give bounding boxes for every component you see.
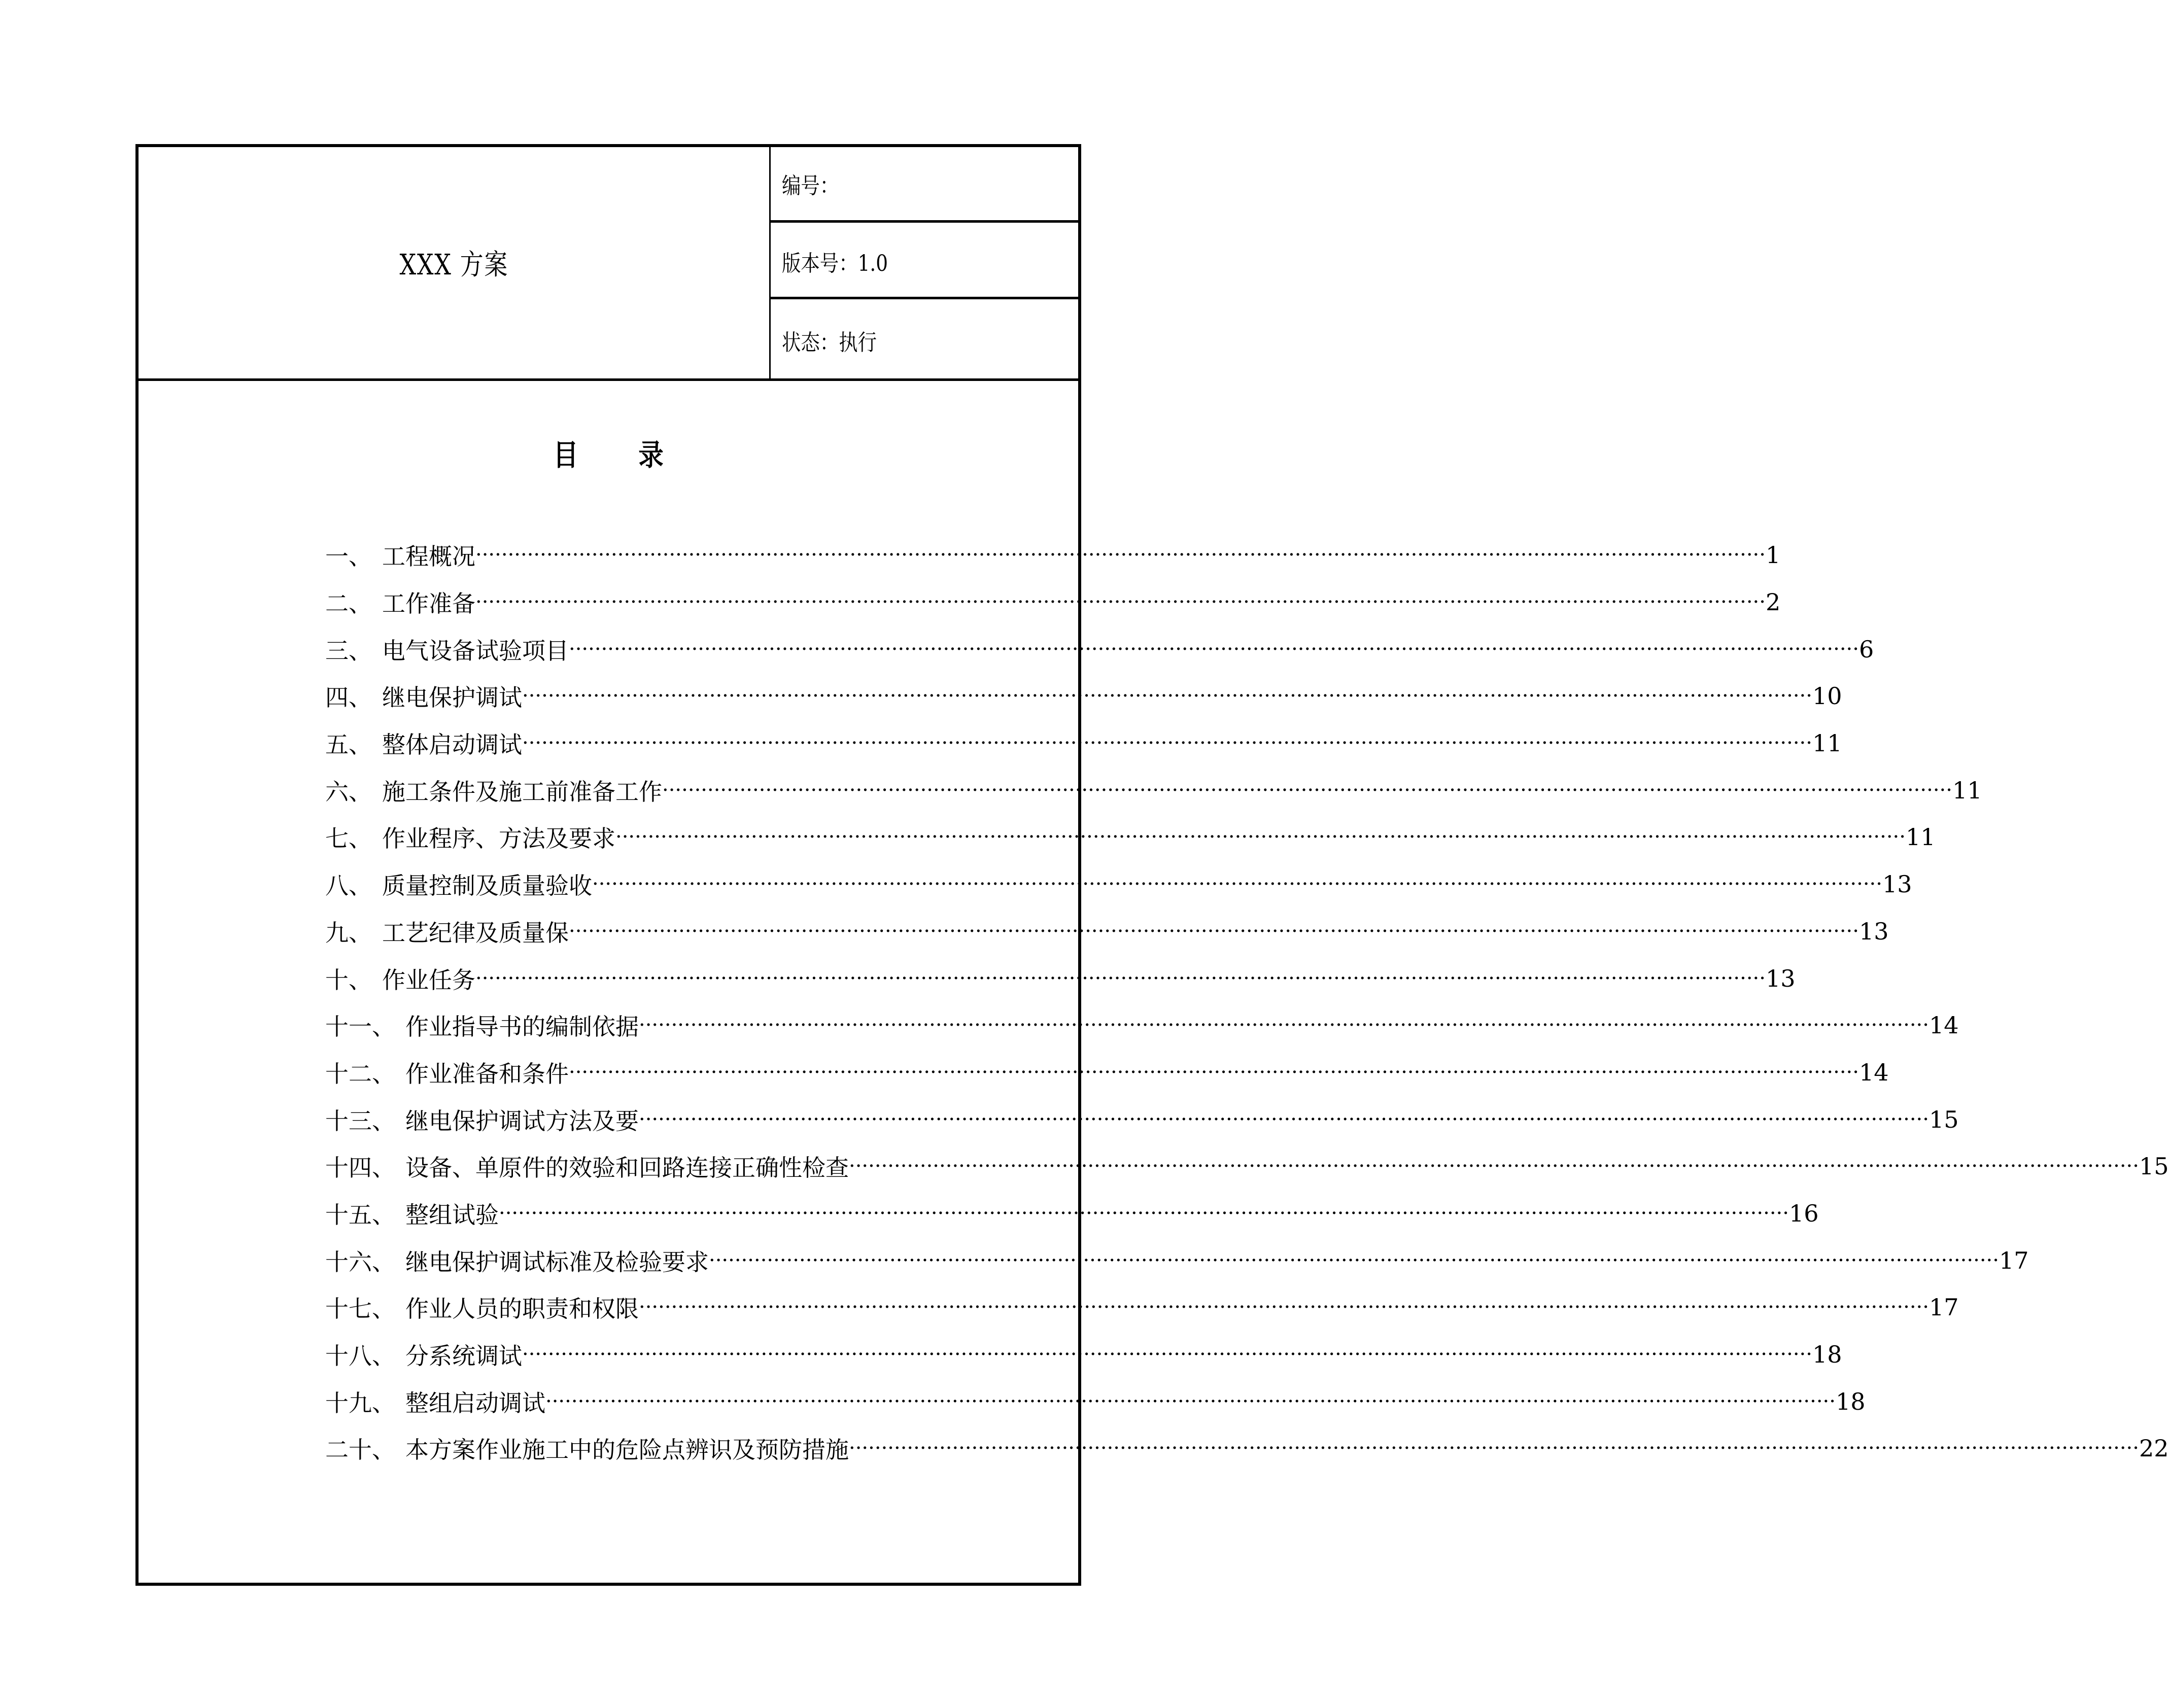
- toc-leader-dots: ········································································································································································································: [522, 1343, 1812, 1367]
- toc-item[interactable]: [325, 1049, 1889, 1096]
- toc-item-label: [325, 538, 475, 572]
- toc-leader-dots: ········································································································································································································: [662, 778, 1952, 802]
- toc-item-number: 二十、: [325, 1436, 395, 1464]
- toc-item-page: 17: [1929, 1294, 1959, 1321]
- toc-item-label: [325, 1244, 709, 1277]
- toc-item[interactable]: [325, 955, 1796, 1002]
- toc-leader-dots: ········································································································································································································: [615, 825, 1906, 849]
- toc-item[interactable]: [325, 1002, 1959, 1049]
- toc-item[interactable]: [325, 579, 1781, 626]
- toc-item-label: [325, 915, 569, 948]
- toc-item[interactable]: [325, 720, 1842, 767]
- toc-item-text: 整组试验: [405, 1201, 499, 1229]
- toc-item-label: [325, 1291, 639, 1324]
- toc-item-page: 14: [1858, 1058, 1889, 1086]
- toc-leader-dots: ········································································································································································································: [849, 1437, 2139, 1460]
- toc-item-text: 电气设备试验项目: [382, 637, 569, 665]
- toc-item[interactable]: [325, 1237, 2029, 1284]
- document-header: [139, 147, 1078, 381]
- toc-item-page: 2: [1765, 588, 1781, 616]
- toc-item-text: 作业指导书的编制依据: [405, 1013, 639, 1041]
- toc-item-number: 七、: [325, 825, 372, 853]
- code-cell: [771, 147, 1078, 223]
- toc-leader-dots: ········································································································································································································: [475, 543, 1766, 567]
- toc-heading: [139, 431, 1078, 474]
- toc-item[interactable]: [325, 908, 1889, 955]
- toc-item-text: 作业程序、方法及要求: [382, 825, 615, 853]
- toc-item-text: 分系统调试: [405, 1342, 522, 1370]
- toc-item-label: [325, 585, 475, 619]
- toc-item-text: 继电保护调试方法及要: [405, 1107, 639, 1135]
- toc-item[interactable]: [325, 1190, 1819, 1237]
- toc-heading-right: 录: [638, 438, 664, 472]
- toc-item-number: 十九、: [325, 1389, 395, 1417]
- toc-heading-left: 目: [553, 438, 578, 472]
- toc-item-number: 四、: [325, 684, 372, 712]
- toc-item-label: [325, 962, 475, 995]
- toc-item-page: 15: [2139, 1153, 2169, 1180]
- toc-item-label: [325, 1197, 499, 1230]
- toc-item-page: 11: [1952, 776, 1982, 804]
- toc-item-number: 二、: [325, 590, 372, 618]
- toc-leader-dots: ········································································································································································································: [709, 1248, 1999, 1272]
- toc-leader-dots: ········································································································································································································: [545, 1389, 1836, 1413]
- toc-item-page: 17: [1999, 1246, 2029, 1274]
- code-label: 编号：: [782, 173, 839, 199]
- toc-item[interactable]: [325, 1143, 2169, 1190]
- toc-item-number: 五、: [325, 731, 372, 759]
- toc-item-page: 11: [1905, 823, 1936, 851]
- status-cell: [771, 302, 1078, 378]
- toc-item-text: 本方案作业施工中的危险点辨识及预防措施: [405, 1436, 849, 1464]
- document-title: XXX 方案: [399, 249, 508, 282]
- toc-item-label: [325, 867, 592, 901]
- toc-leader-dots: ········································································································································································································: [639, 1014, 1929, 1037]
- toc-item-label: [325, 726, 522, 760]
- toc-item-text: 作业准备和条件: [405, 1060, 569, 1088]
- toc-item-label: [325, 820, 615, 854]
- toc-item-text: 工程概况: [382, 543, 475, 571]
- toc-item-page: 14: [1929, 1012, 1959, 1039]
- toc-leader-dots: ········································································································································································································: [569, 1060, 1859, 1084]
- toc-leader-dots: ········································································································································································································: [639, 1107, 1929, 1131]
- toc-item-label: [325, 1385, 545, 1418]
- toc-item-label: [325, 1103, 639, 1136]
- toc-item-number: 十五、: [325, 1201, 395, 1229]
- toc-item-text: 继电保护调试: [382, 684, 522, 712]
- toc-item[interactable]: [325, 861, 1912, 908]
- document-title-cell: [139, 147, 771, 378]
- toc-item-number: 十八、: [325, 1342, 395, 1370]
- toc-item-text: 质量控制及质量验收: [382, 872, 592, 900]
- toc-item-number: 十四、: [325, 1154, 395, 1182]
- toc-item-page: 18: [1812, 1341, 1842, 1369]
- toc-leader-dots: ········································································································································································································: [475, 590, 1766, 614]
- toc-item-label: [325, 679, 522, 713]
- toc-leader-dots: ········································································································································································································: [639, 1296, 1929, 1319]
- toc-item-text: 工作准备: [382, 590, 475, 618]
- toc-leader-dots: ········································································································································································································: [475, 966, 1766, 990]
- toc-item-page: 18: [1835, 1387, 1866, 1415]
- toc-item-page: 22: [2139, 1435, 2169, 1462]
- toc-item-text: 整组启动调试: [405, 1389, 545, 1417]
- toc-item-label: [325, 633, 569, 666]
- toc-item[interactable]: [325, 673, 1842, 720]
- toc-item[interactable]: [325, 766, 1982, 814]
- toc-leader-dots: ········································································································································································································: [592, 873, 1882, 896]
- document-meta: [771, 147, 1078, 378]
- toc-item-page: 10: [1812, 682, 1842, 710]
- toc-item-text: 施工条件及施工前准备工作: [382, 778, 662, 806]
- toc-item-label: [325, 1008, 639, 1042]
- toc-item-number: 十七、: [325, 1295, 395, 1323]
- toc-item-page: 6: [1858, 635, 1874, 663]
- version-cell: [771, 225, 1078, 299]
- toc-item-number: 一、: [325, 543, 372, 571]
- toc-item-page: 1: [1765, 541, 1781, 569]
- toc-item-label: [325, 1056, 569, 1089]
- toc-item-page: 13: [1882, 870, 1912, 898]
- toc-item-page: 11: [1812, 729, 1842, 757]
- toc-item-number: 十、: [325, 966, 372, 994]
- toc-item-number: 十三、: [325, 1107, 395, 1135]
- toc-item-text: 作业任务: [382, 966, 475, 994]
- toc-item-page: 16: [1788, 1199, 1819, 1227]
- toc-item-number: 三、: [325, 637, 372, 665]
- version-label: 版本号：1.0: [782, 250, 888, 276]
- toc-leader-dots: ········································································································································································································: [499, 1201, 1789, 1225]
- toc-list: [325, 532, 2169, 1472]
- toc-leader-dots: ········································································································································································································: [522, 731, 1812, 755]
- status-label: 状态：执行: [782, 329, 877, 356]
- toc-item-label: [325, 774, 662, 807]
- toc-item-page: 13: [1858, 917, 1889, 945]
- toc-item[interactable]: [325, 1331, 1842, 1378]
- toc-item[interactable]: [325, 1284, 1959, 1331]
- toc-item[interactable]: [325, 532, 1781, 579]
- toc-item-text: 作业人员的职责和权限: [405, 1295, 639, 1323]
- toc-item-label: [325, 1338, 522, 1371]
- toc-item-number: 八、: [325, 872, 372, 900]
- toc-item-number: 六、: [325, 778, 372, 806]
- document-frame: [135, 144, 2169, 1586]
- toc-item[interactable]: [325, 1425, 2169, 1472]
- toc-item-label: [325, 1432, 849, 1465]
- toc-leader-dots: ········································································································································································································: [849, 1155, 2139, 1178]
- toc-item[interactable]: [325, 625, 1874, 673]
- toc-item[interactable]: [325, 1096, 1959, 1143]
- toc-item-text: 设备、单原件的效验和回路连接正确性检查: [405, 1154, 849, 1182]
- toc-item-text: 整体启动调试: [382, 731, 522, 759]
- toc-item-page: 15: [1929, 1105, 1959, 1133]
- toc-item-number: 九、: [325, 919, 372, 947]
- toc-item-number: 十一、: [325, 1013, 395, 1041]
- toc-leader-dots: ········································································································································································································: [522, 684, 1812, 708]
- toc-item[interactable]: [325, 814, 1936, 861]
- toc-leader-dots: ········································································································································································································: [569, 919, 1859, 943]
- toc-item[interactable]: [325, 1378, 1866, 1425]
- toc-leader-dots: ········································································································································································································: [569, 637, 1859, 661]
- toc-item-number: 十六、: [325, 1248, 395, 1276]
- toc-item-number: 十二、: [325, 1060, 395, 1088]
- toc-item-page: 13: [1765, 964, 1796, 992]
- toc-item-label: [325, 1149, 849, 1183]
- toc-item-text: 继电保护调试标准及检验要求: [405, 1248, 709, 1276]
- toc-item-text: 工艺纪律及质量保: [382, 919, 569, 947]
